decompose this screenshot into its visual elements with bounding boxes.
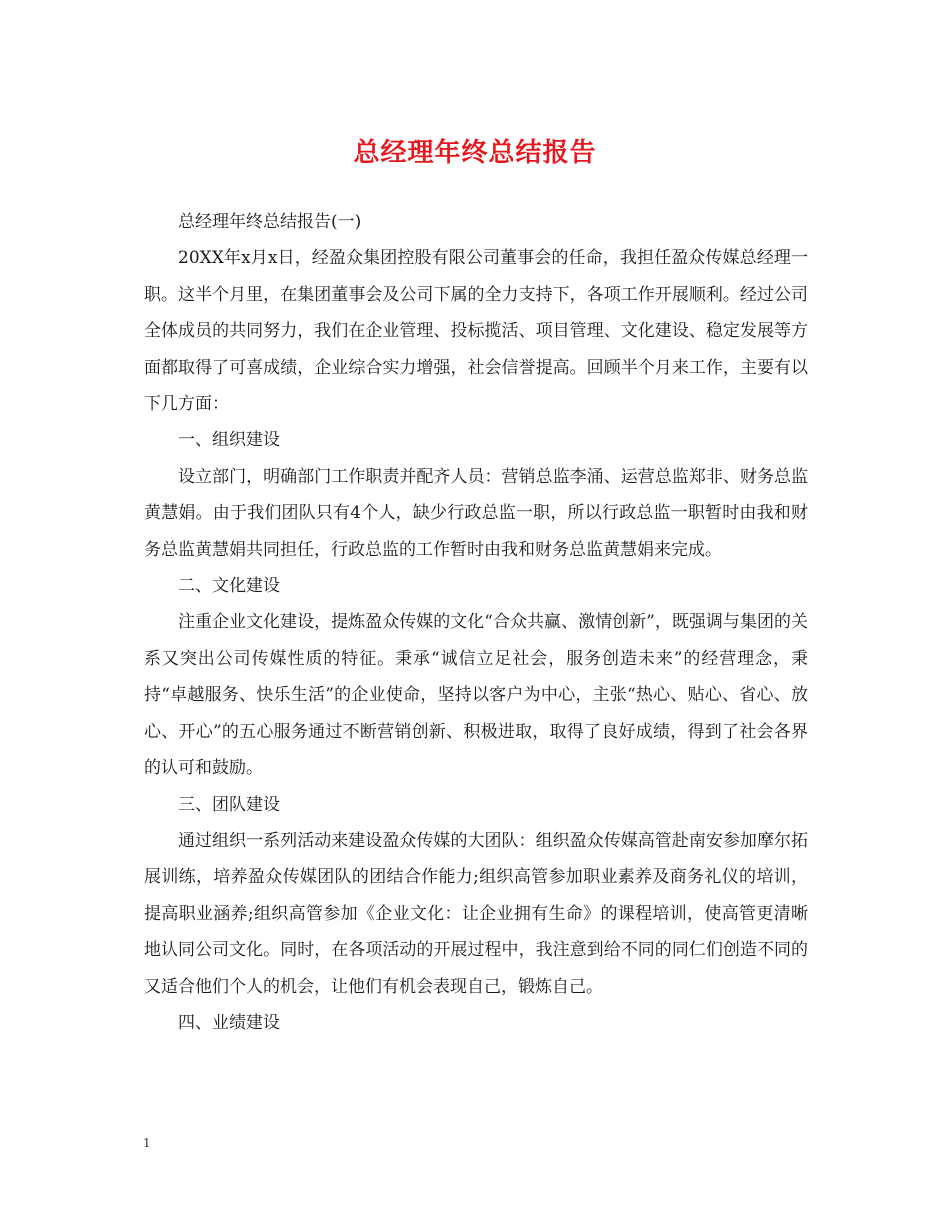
document-body xyxy=(144,204,808,1041)
section-heading-team: 三、团队建设 xyxy=(178,794,280,815)
page-number: 1 xyxy=(143,1136,151,1150)
organization-paragraph: 设立部门，明确部门工作职责并配齐人员：营销总监李涌、运营总监郑非、财务总监黄慧娟。由于我们团队只有4个人，缺少行政总监一职，所以行政总监一职暂时由我和财务总监黄慧娟共同担任，行政总监的工作暂时由我和财务总监黄慧娟来完成。 xyxy=(144,466,808,560)
team-paragraph: 通过组织一系列活动来建设盈众传媒的大团队：组织盈众传媒高管赴南安参加摩尔拓展训练，培养盈众传媒团队的团结合作能力;组织高管参加职业素养及商务礼仪的培训，提高职业涵养;组织高管参加《企业文化：让企业拥有生命》的课程培训，使高管更清晰地认同公司文化。同时，在各项活动的开展过程中，我注意到给不同的同仁们创造不同的又适合他们个人的机会，让他们有机会表现自己，锻炼自己。 xyxy=(144,830,808,997)
intro-paragraph: 20XX年x月x日，经盈众集团控股有限公司董事会的任命，我担任盈众传媒总经理一职。这半个月里，在集团董事会及公司下属的全力支持下，各项工作开展顺利。经过公司全体成员的共同努力，我们在企业管理、投标揽活、项目管理、文化建设、稳定发展等方面都取得了可喜成绩，企业综合实力增强，社会信誉提高。回顾半个月来工作，主要有以下几方面： xyxy=(144,248,808,415)
subtitle-paragraph: 总经理年终总结报告(一) xyxy=(178,212,362,232)
section-heading-organization: 一、组织建设 xyxy=(178,430,280,451)
culture-paragraph: 注重企业文化建设，提炼盈众传媒的文化“合众共赢、激情创新”，既强调与集团的关系又突出公司传媒性质的特征。秉承“诚信立足社会，服务创造未来”的经营理念，秉持“卓越服务、快乐生活”的企业使命，坚持以客户为中心，主张“热心、贴心、省心、放心、开心”的五心服务通过不断营销创新、积极进取，取得了良好成绩，得到了社会各界的认可和鼓励。 xyxy=(144,612,808,779)
document-title: 总经理年终总结报告 xyxy=(353,138,597,168)
section-heading-culture: 二、文化建设 xyxy=(178,576,280,597)
section-heading-performance: 四、业绩建设 xyxy=(178,1012,280,1033)
